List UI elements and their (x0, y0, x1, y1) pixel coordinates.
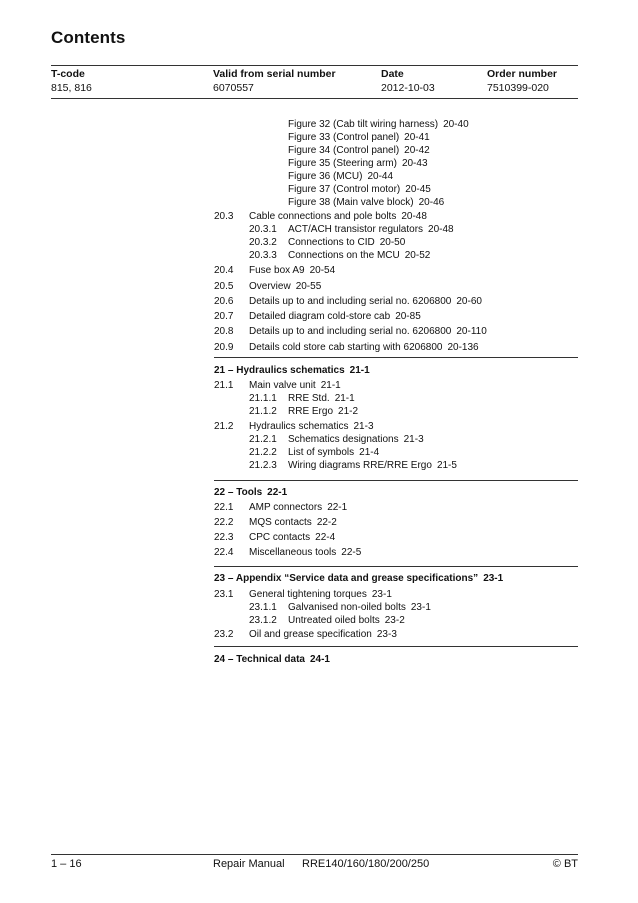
toc-page-number: 21-4 (359, 447, 380, 458)
toc-entry-title: List of symbols (288, 447, 355, 458)
date-value: 2012-10-03 (381, 82, 435, 94)
toc-page-number: 22-1 (327, 502, 348, 513)
toc-page-number: 20-48 (401, 211, 427, 222)
toc-subsection-number: 21.2.2 (249, 447, 277, 458)
toc-entry-title: Schematics designations (288, 434, 399, 445)
toc-entry-title: Details up to and including serial no. 6206800 (249, 296, 452, 307)
toc-section-number: 21.2 (214, 421, 234, 432)
toc-page-number: 22-5 (341, 547, 362, 558)
footer-copyright: © BT (552, 858, 578, 870)
page-title: Contents (51, 28, 126, 47)
header-top-rule (51, 65, 578, 66)
toc-section-number: 21.1 (214, 380, 234, 391)
toc-subsection-number: 20.3.1 (249, 224, 277, 235)
toc-page-number: 20-55 (295, 281, 322, 292)
toc-entry-title: Oil and grease specification (249, 629, 372, 640)
toc-entry-title: CPC contacts (249, 532, 311, 543)
toc-entry-title: Cable connections and pole bolts (249, 211, 397, 222)
toc-subsection-number: 23.1.1 (249, 602, 277, 613)
toc-page-number: 24-1 (309, 654, 330, 665)
toc-section-divider (214, 480, 578, 481)
toc-subsection-number: 21.2.3 (249, 460, 277, 471)
toc-page-number: 21-2 (338, 406, 359, 417)
order-value: 7510399-020 (487, 82, 549, 94)
toc-page-number: 21-1 (349, 365, 370, 376)
toc-section-divider (214, 566, 578, 567)
toc-entry-title: Main valve unit (249, 380, 316, 391)
toc-entry-title: Galvanised non-oiled bolts (288, 602, 406, 613)
toc-entry-title: Detailed diagram cold-store cab (249, 311, 391, 322)
tcode-label: T-code (51, 68, 85, 80)
toc-page-number: 22-4 (315, 532, 336, 543)
toc-subsection-number: 21.1.2 (249, 406, 277, 417)
footer-rule (51, 854, 578, 855)
header-date (381, 68, 435, 94)
toc-section-number: 20.9 (214, 342, 234, 353)
toc-page-number: 21-1 (334, 393, 355, 404)
toc-section-number: 20.6 (214, 296, 234, 307)
toc-section-number: 20.4 (214, 265, 234, 276)
toc-page-number: 21-5 (436, 460, 457, 471)
toc-entry-title: RRE Ergo (288, 406, 334, 417)
footer-page-number: 1 – 16 (51, 858, 82, 870)
header-order (487, 68, 557, 94)
toc-page-number: 20-46 (418, 197, 445, 208)
toc-page-number: 23-1 (483, 573, 504, 584)
toc-page-number: 20-44 (367, 171, 394, 182)
toc-entry-title: ACT/ACH transistor regulators (288, 224, 424, 235)
toc-entry-title: Wiring diagrams RRE/RRE Ergo (288, 460, 432, 471)
toc-page-number: 23-1 (410, 602, 431, 613)
toc-subsection-number: 23.1.2 (249, 615, 277, 626)
toc-section-number: 20.5 (214, 281, 234, 292)
toc-section-number: 22.2 (214, 517, 234, 528)
toc-section-number: 22.1 (214, 502, 234, 513)
toc-entry-title: AMP connectors (249, 502, 323, 513)
toc-entry-title: RRE Std. (288, 393, 330, 404)
toc-subsection-number: 21.1.1 (249, 393, 277, 404)
toc-entry-title: 24 – Technical data (214, 654, 305, 665)
toc-section-divider (214, 646, 578, 647)
header-serial (213, 68, 336, 94)
toc-entry-title: Overview (249, 281, 291, 292)
tcode-value: 815, 816 (51, 82, 92, 94)
toc-entry-title: Figure 37 (Control motor) (288, 184, 401, 195)
toc-entry-title: Figure 33 (Control panel) (288, 132, 400, 143)
header-tcode (51, 68, 92, 94)
toc-entry-title: Details cold store cab starting with 6206800 (249, 342, 443, 353)
toc-entry-title: Connections to CID (288, 237, 375, 248)
toc-entry-title: Figure 36 (MCU) (288, 171, 363, 182)
toc-page-number: 23-3 (376, 629, 397, 640)
toc-subsection-number: 20.3.3 (249, 250, 277, 261)
toc-section-number: 23.2 (214, 629, 234, 640)
toc-entry-title: Connections on the MCU (288, 250, 400, 261)
toc-page-number: 20-45 (405, 184, 431, 195)
toc-page-number: 20-85 (395, 311, 421, 322)
toc-page-number: 20-48 (428, 224, 454, 235)
toc-entry-title: 21 – Hydraulics schematics (214, 365, 345, 376)
toc-section-divider (214, 357, 578, 358)
order-label: Order number (487, 68, 558, 80)
footer-models: RRE140/160/180/200/250 (302, 858, 430, 870)
toc-page-number: 22-1 (267, 487, 288, 498)
toc-page-number: 20-136 (447, 342, 479, 353)
toc-entry-title: Figure 34 (Control panel) (288, 145, 400, 156)
toc-section-number: 23.1 (214, 589, 234, 600)
toc-page-number: 20-52 (404, 250, 431, 261)
toc-entry-title: Miscellaneous tools (249, 547, 337, 558)
toc-entry-title: Figure 32 (Cab tilt wiring harness) (288, 119, 439, 130)
toc-entry-title: Untreated oiled bolts (288, 615, 380, 626)
toc-entry-title: 22 – Tools (214, 487, 263, 498)
toc-entry-title: Figure 35 (Steering arm) (288, 158, 397, 169)
header-bottom-rule (51, 98, 578, 99)
toc-entry-title: Details up to and including serial no. 6206800 (249, 326, 452, 337)
toc-entry-title: General tightening torques (249, 589, 367, 600)
toc-entry-title: Figure 38 (Main valve block) (288, 197, 414, 208)
date-label: Date (381, 68, 404, 80)
toc-page-number: 20-40 (443, 119, 469, 130)
toc-page-number: 20-43 (401, 158, 428, 169)
toc-section-number: 20.8 (214, 326, 234, 337)
toc-page-number: 20-41 (404, 132, 430, 143)
toc-page-number: 20-60 (456, 296, 482, 307)
footer-manual: Repair Manual (213, 858, 285, 870)
toc-page-number: 23-1 (371, 589, 392, 600)
toc-page-number: 21-3 (403, 434, 424, 445)
toc-page-number: 20-50 (379, 237, 406, 248)
toc-entry-title: Hydraulics schematics (249, 421, 349, 432)
serial-label: Valid from serial number (213, 68, 336, 80)
toc-entry-title: 23 – Appendix “Service data and grease specifications” (214, 573, 479, 584)
toc-page-number: 20-42 (404, 145, 430, 156)
toc-entry-title: MQS contacts (249, 517, 312, 528)
toc-section-number: 20.3 (214, 211, 234, 222)
toc-section-number: 22.3 (214, 532, 234, 543)
toc-section-number: 22.4 (214, 547, 234, 558)
toc-page-number: 22-2 (316, 517, 337, 528)
toc-page-number: 23-2 (384, 615, 405, 626)
toc-page-number: 20-110 (456, 326, 487, 337)
toc-page-number: 21-3 (353, 421, 374, 432)
toc-section-number: 20.7 (214, 311, 234, 322)
toc-subsection-number: 20.3.2 (249, 237, 277, 248)
toc-subsection-number: 21.2.1 (249, 434, 277, 445)
serial-value: 6070557 (213, 82, 254, 94)
toc-page-number: 20-54 (309, 265, 336, 276)
toc-entry-title: Fuse box A9 (249, 265, 305, 276)
toc-page-number: 21-1 (320, 380, 341, 391)
